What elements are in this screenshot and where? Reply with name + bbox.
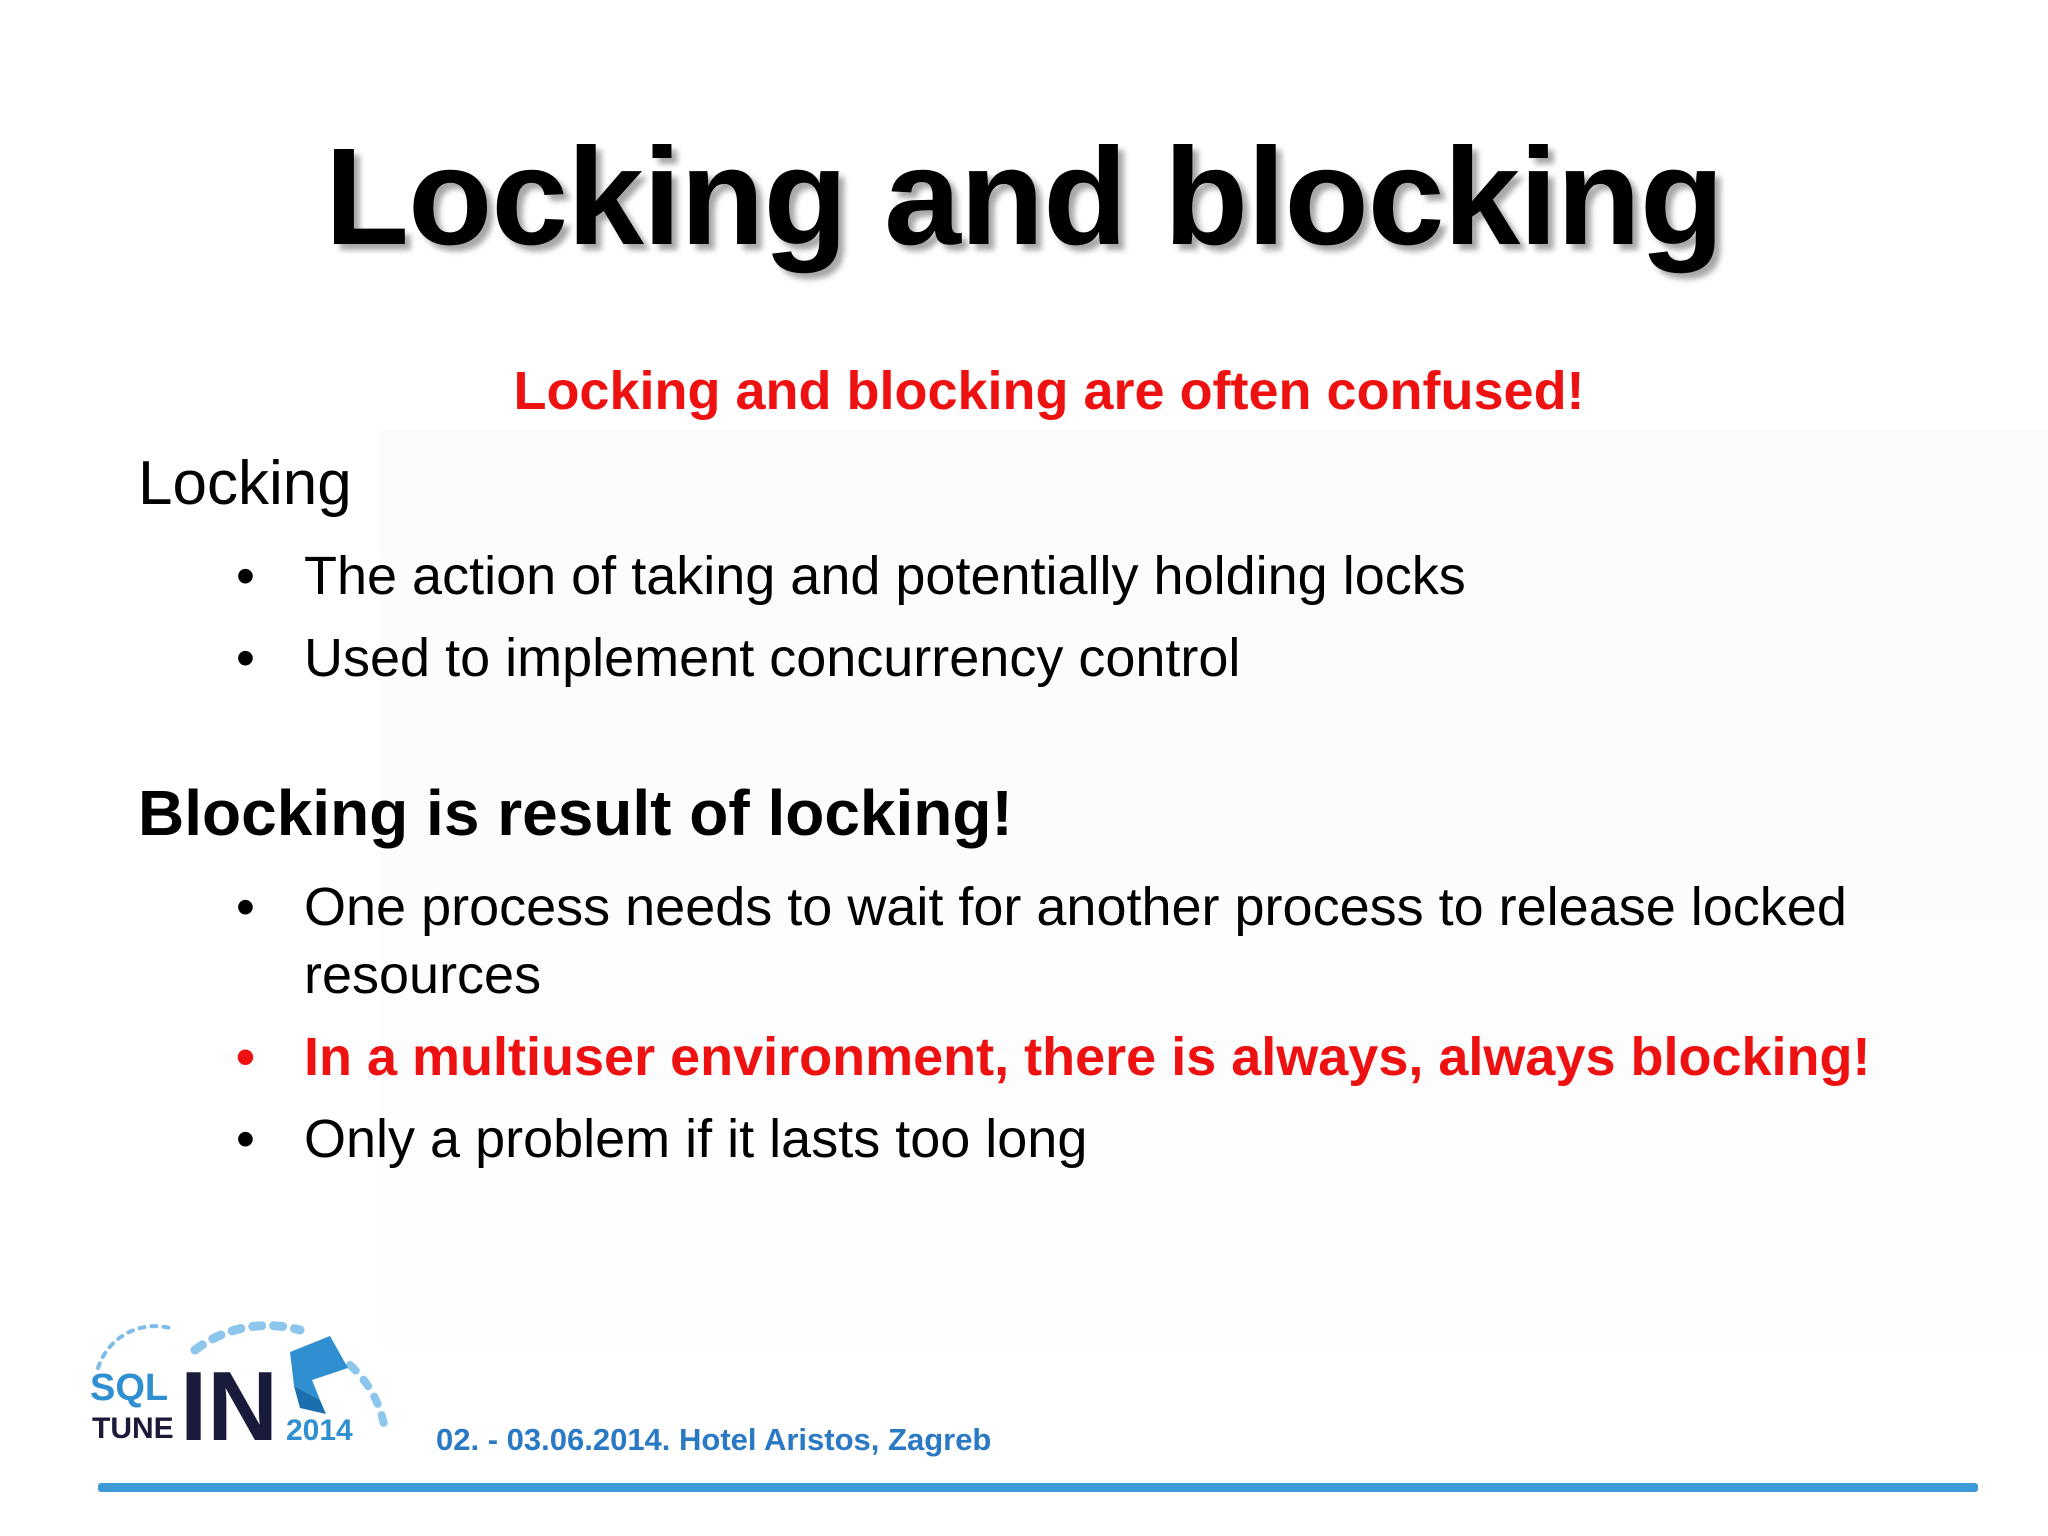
footer-rule <box>98 1483 1978 1492</box>
bullet-glyph: • <box>236 877 255 937</box>
bullet-glyph: • <box>236 1109 255 1169</box>
bullet-item <box>236 624 2016 692</box>
event-info: 02. - 03.06.2014. Hotel Aristos, Zagreb <box>436 1422 992 1457</box>
bullet-text: One process needs to wait for another process to release locked resources <box>304 877 1847 1005</box>
logo-in-word: IN <box>180 1351 278 1460</box>
sqltunein-logo <box>80 1310 410 1460</box>
bullet-glyph: • <box>236 546 255 606</box>
bullet-item-emphasis <box>236 1023 2016 1091</box>
logo-dashed-arc-right <box>350 1365 385 1430</box>
logo-dotted-arc <box>98 1326 170 1368</box>
bullet-item <box>236 873 2016 1009</box>
section-heading-locking: Locking <box>138 449 352 518</box>
bullet-text: Only a problem if it lasts too long <box>304 1109 1088 1169</box>
logo-dashed-arc <box>195 1326 300 1350</box>
bullet-text: Used to implement concurrency control <box>304 628 1241 688</box>
logo-year: 2014 <box>286 1414 353 1447</box>
blue-flag-icon <box>290 1336 348 1414</box>
bullet-item <box>236 542 2016 610</box>
bullet-glyph: • <box>236 628 255 688</box>
slide-subtitle: Locking and blocking are often confused! <box>513 361 1585 421</box>
section-heading-blocking: Blocking is result of locking! <box>138 777 1013 849</box>
logo-sql-word: SQL <box>90 1367 169 1409</box>
bullet-list-locking <box>236 542 2016 706</box>
logo-tune-word: TUNE <box>92 1412 174 1445</box>
slide-title: Locking and blocking <box>324 120 1724 274</box>
bullet-item <box>236 1105 2016 1173</box>
bullet-list-blocking <box>236 873 2016 1187</box>
bullet-glyph: • <box>236 1027 255 1087</box>
bullet-text: In a multiuser environment, there is always, always blocking! <box>304 1027 1871 1087</box>
bullet-text: The action of taking and potentially holding locks <box>304 546 1466 606</box>
